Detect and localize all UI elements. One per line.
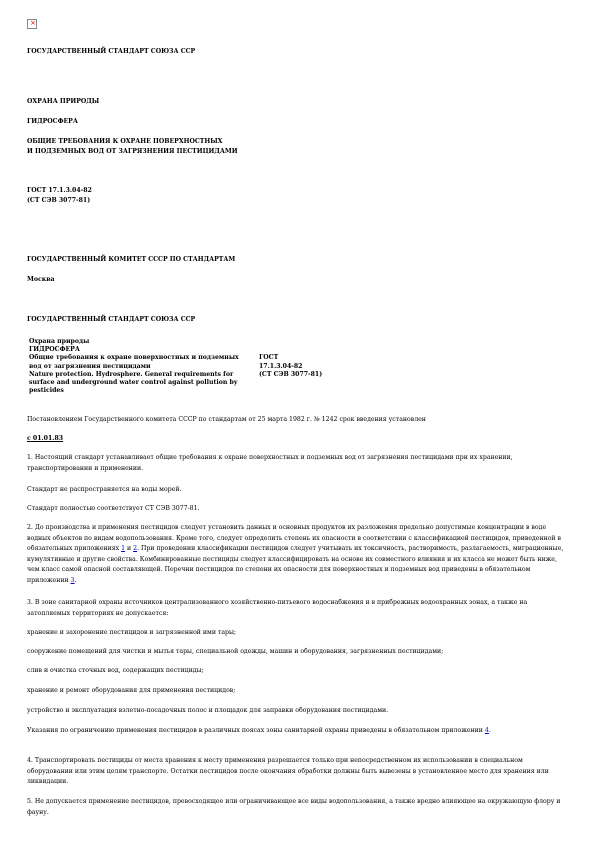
- meta-hydrosphere: ГИДРОСФЕРА: [29, 346, 80, 354]
- document-title-line2: И ПОДЗЕМНЫХ ВОД ОТ ЗАГРЯЗНЕНИЯ ПЕСТИЦИДАМИ: [27, 148, 238, 155]
- appendix-4-link[interactable]: 4: [484, 727, 489, 734]
- paragraph-1: 1. Настоящий стандарт устанавливает общие требования к охране поверхностных и подземных вод от загрязнения пестицидами при их хранении, транспортировании и применении.: [27, 454, 513, 472]
- meta-title-ru: Общие требования к охране поверхностных и подземных вод от загрязнения пестицидами: [29, 354, 239, 370]
- meta-table: [29, 338, 371, 395]
- paragraph-3b: сооружение помещений для чистки и мытья тары, специальной одежды, машин и оборудования, загрязненных пестицидами;: [27, 648, 444, 655]
- hydrosphere-heading: ГИДРОСФЕРА: [27, 118, 78, 125]
- city-label: Москва: [27, 276, 55, 283]
- state-standard-heading-2: ГОСУДАРСТВЕННЫЙ СТАНДАРТ СОЮЗА ССР: [27, 316, 196, 323]
- paragraph-4: 4. Транспортировать пестициды от места хранения к месту применения разрешается только при непосредственном их использовании в специальном оборудовании или этим целям транспорте. Остатки пестицидов после окончания обработки должны быть вывезены в установленное место для хранения или ликвидации.: [27, 757, 549, 786]
- paragraph-3d: хранение и ремонт оборудования для применения пестицидов;: [27, 687, 236, 694]
- paragraph-1b: Стандарт полностью соответствует СТ СЭВ 3077-81.: [27, 505, 200, 512]
- paragraph-5: 5. Не допускается применение пестицидов, превосходящее или ограничивающее все виды водопользования, а также вредно влияющее на окружающую флору и фауну.: [27, 798, 561, 816]
- appendix-3-link[interactable]: 3: [70, 576, 75, 584]
- effective-date: с 01.01.83: [27, 435, 64, 442]
- decree-text: Постановлением Государственного комитета СССР по стандартам от 25 марта 1982 г. № 1242 срок введения установлен: [27, 416, 426, 423]
- paragraph-3e: устройство и эксплуатация взлетно-посадочных полос и площадок для заправки оборудования пестицидами.: [27, 707, 389, 714]
- appendix-1-link[interactable]: 1: [121, 545, 126, 553]
- meta-sev: (СТ СЭВ 3077-81): [259, 370, 323, 378]
- paragraph-2: 2. До производства и применения пестицидов следует установить данных и основных продуктов их разложения предельно допустимые концентрации в воде водных объектов по видам водопользования. Кроме того, следует определить степень их опасности в соответствии с классификацией пестицидов, приведенной в обязательных приложениях 1 и 2. При проведении классификации пестицидов следует учитывать их токсичность, растворимость, разлагаемость, миграционные, кумулятивные и другие свойства. Комбинированные пестициды следует классифицировать на основе их совместного влияния и их класса не может быть ниже, чем класс самой опасной составляющей. Перечни пестицидов по степени их опасности для поверхностных и подземных вод приведены в обязательном приложении 3.: [27, 524, 564, 584]
- committee-heading: ГОСУДАРСТВЕННЫЙ КОМИТЕТ СССР ПО СТАНДАРТАМ: [27, 256, 236, 263]
- document-title-line1: ОБЩИЕ ТРЕБОВАНИЯ К ОХРАНЕ ПОВЕРХНОСТНЫХ: [27, 138, 223, 145]
- paragraph-3c: слив и очистка сточных вод, содержащих пестициды;: [27, 667, 204, 674]
- meta-gost: ГОСТ: [259, 354, 279, 362]
- meta-title-en: Nature protection. Hydrosphere. General requirements for surface and underground water control against pollution by pesticides: [29, 370, 238, 395]
- paragraph-3a: хранение и захоронение пестицидов и загрязненной ими тары;: [27, 629, 237, 636]
- nature-protection-heading: ОХРАНА ПРИРОДЫ: [27, 98, 100, 105]
- paragraph-1a: Стандарт не распространяется на воды морей.: [27, 486, 182, 493]
- gost-code: ГОСТ 17.1.3.04-82: [27, 187, 92, 194]
- broken-image-icon: ×: [27, 19, 37, 29]
- paragraph-3f: Указания по ограничению применения пестицидов в различных поясах зоны санитарной охраны приведены в обязательном приложении 4.: [27, 727, 491, 734]
- paragraph-3: 3. В зоне санитарной охраны источников централизованного хозяйственно-питьевого водоснабжения и в прибрежных водоохранных зонах, а также на затопляемых территориях не допускается:: [27, 599, 528, 617]
- appendix-2-link[interactable]: 2: [133, 545, 138, 553]
- meta-gost-number: 17.1.3.04-82: [259, 362, 303, 370]
- state-standard-heading: ГОСУДАРСТВЕННЫЙ СТАНДАРТ СОЮЗА ССР: [27, 48, 196, 55]
- st-sev-code: (СТ СЭВ 3077-81): [27, 197, 91, 204]
- meta-nature: Охрана природы: [29, 338, 90, 345]
